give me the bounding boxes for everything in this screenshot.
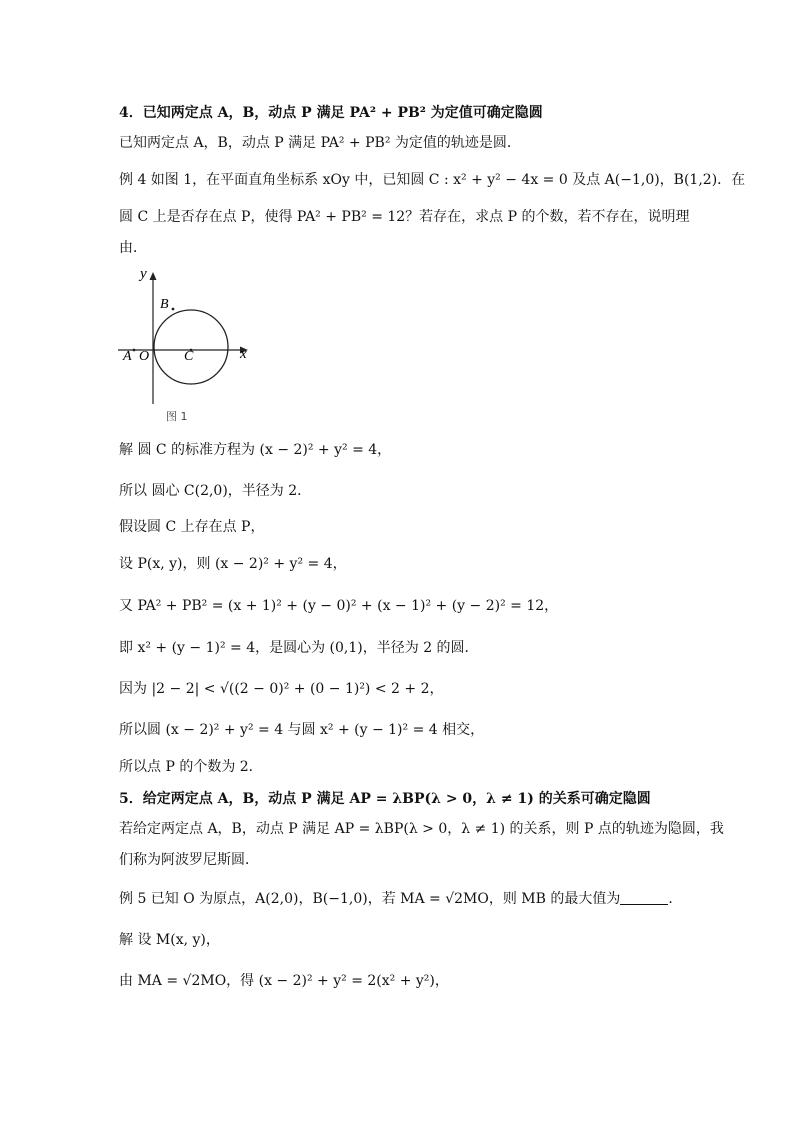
solution-4-line-3: 假设圆 C 上存在点 P， xyxy=(119,519,265,535)
solution-4-line-1: 解 圆 C 的标准方程为 (x − 2)² + y² = 4， xyxy=(119,442,392,458)
example-5-text xyxy=(119,889,689,909)
section-5-statement-line-1: 若给定两定点 A，B，动点 P 满足 AP = λBP(λ > 0，λ ≠ 1) 的关系，则 P 点的轨迹为隐圆，我 xyxy=(119,821,724,837)
solution-4-line-5: 又 PA² + PB² = (x + 1)² + (y − 0)² + (x − 1)² + (y − 2)² = 12， xyxy=(119,598,559,614)
figure-1-diagram xyxy=(116,264,256,424)
x-axis-label: x xyxy=(240,346,247,362)
solution-4-line-7: 因为 |2 − 2| < √((2 − 0)² + (0 − 1)²) < 2 + 2， xyxy=(119,681,444,697)
section-4-statement: 已知两定点 A，B，动点 P 满足 PA² + PB² 为定值的轨迹是圆． xyxy=(119,135,521,151)
label-a: A xyxy=(123,349,132,364)
label-b: B xyxy=(160,297,169,312)
label-c: C xyxy=(184,349,194,364)
circle-c xyxy=(154,310,228,384)
example-4-text-line-2: 圆 C 上是否存在点 P，使得 PA² + PB² = 12？若存在，求点 P 的个数，若不存在，说明理 xyxy=(119,209,690,225)
point-a xyxy=(133,349,136,352)
y-axis-label: y xyxy=(140,266,147,282)
section-4-heading: 4．已知两定点 A，B，动点 P 满足 PA² + PB² 为定值可确定隐圆 xyxy=(119,105,543,121)
example-5-question: 例 5 已知 O 为原点，A(2,0)，B(−1,0)，若 MA = √2MO，则 MB 的最大值为 xyxy=(119,891,621,907)
section-5-heading: 5．给定两定点 A，B，动点 P 满足 AP = λBP(λ > 0，λ ≠ 1) 的关系可确定隐圆 xyxy=(119,791,651,807)
example-4-text-line-1: 例 4 如图 1，在平面直角坐标系 xOy 中，已知圆 C : x² + y² − 4x = 0 及点 A(−1,0)，B(1,2)．在 xyxy=(119,172,746,188)
y-axis-arrow xyxy=(150,272,157,280)
figure-caption: 图 1 xyxy=(166,410,188,423)
label-o: O xyxy=(139,349,150,364)
solution-4-line-9: 所以点 P 的个数为 2． xyxy=(119,759,263,775)
example-5-period: ． xyxy=(668,891,683,907)
solution-4-line-2: 所以 圆心 C(2,0)，半径为 2． xyxy=(119,483,312,499)
solution-4-line-8: 所以圆 (x − 2)² + y² = 4 与圆 x² + (y − 1)² = 4 相交， xyxy=(119,722,485,738)
solution-4-line-6: 即 x² + (y − 1)² = 4，是圆心为 (0,1)，半径为 2 的圆． xyxy=(119,640,479,656)
point-b xyxy=(172,308,175,311)
solution-4-line-4: 设 P(x, y)，则 (x − 2)² + y² = 4， xyxy=(119,556,347,572)
solution-5-line-1: 解 设 M(x, y)， xyxy=(119,932,220,948)
answer-blank xyxy=(620,890,668,905)
section-5-statement-line-2: 们称为阿波罗尼斯圆． xyxy=(119,852,259,868)
solution-5-line-2: 由 MA = √2MO，得 (x − 2)² + y² = 2(x² + y²)， xyxy=(119,973,449,989)
example-4-text-line-3: 由． xyxy=(119,240,147,256)
